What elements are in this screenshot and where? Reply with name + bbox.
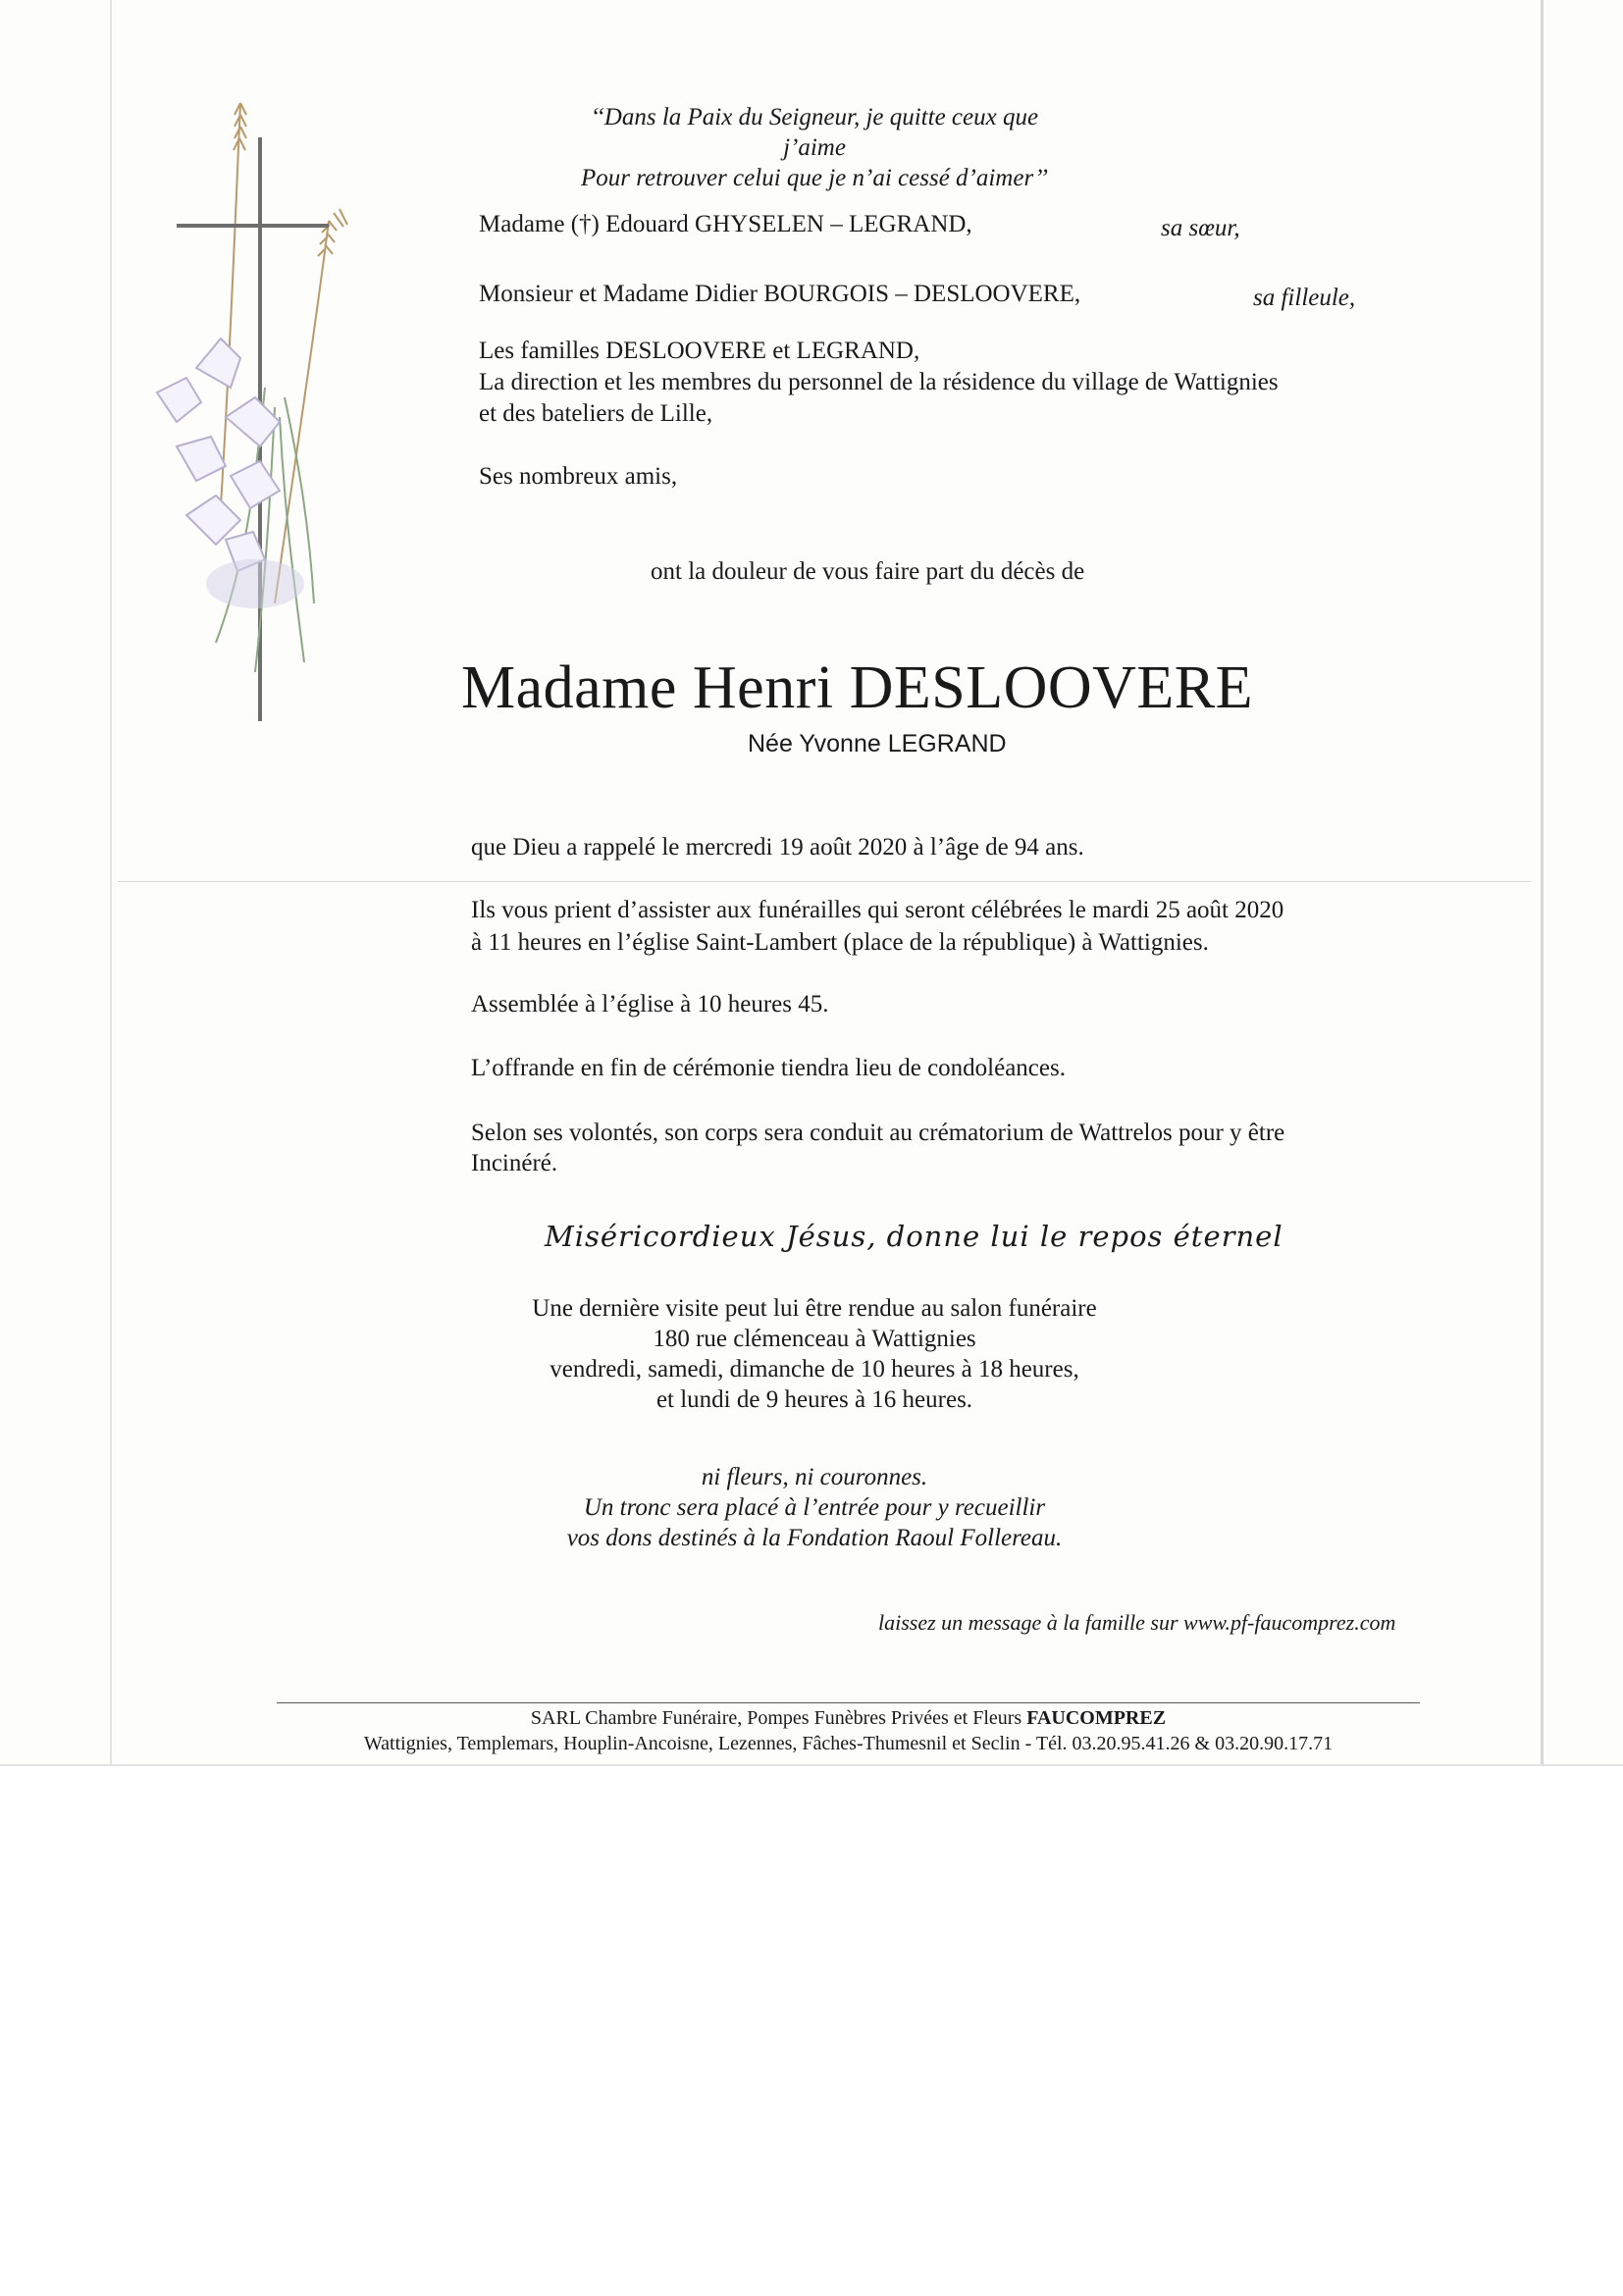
assembly-time: Assemblée à l’église à 10 heures 45. [471,991,829,1018]
maiden-name: Née Yvonne LEGRAND [748,730,1007,757]
fold-line [118,881,1531,882]
cremation-line: Selon ses volontés, son corps sera conduit au crématorium de Wattrelos pour y être [471,1120,1285,1146]
families-line: Les familles DESLOOVERE et LEGRAND, [479,338,920,364]
flowers-note [520,1462,1109,1553]
flowers-line: Un tronc sera placé à l’entrée pour y recueillir [583,1494,1046,1521]
families-line: et des bateliers de Lille, [479,400,713,427]
visit-line: Une dernière visite peut lui être rendue au salon funéraire [532,1295,1097,1322]
visit-line: et lundi de 9 heures à 16 heures. [655,1386,973,1413]
flowers-line: ni fleurs, ni couronnes. [701,1464,928,1490]
offering-note: L’offrande en fin de cérémonie tiendra lieu de condoléances. [471,1055,1066,1081]
wheat-icon [221,103,347,603]
website-message: laissez un message à la famille sur www.pf-faucomprez.com [878,1610,1396,1635]
footer-locations: Wattignies, Templemars, Houplin-Ancoisne, Lezennes, Fâches-Thumesnil et Seclin - Tél. 03.20.95.41.26 & 03.20.90.17.71 [363,1733,1334,1754]
epigraph-line: ‘‘Dans la Paix du Seigneur, je quitte ceux que j’aime [590,104,1039,161]
visit-info [520,1293,1109,1415]
mourner-name: Madame (†) Edouard GHYSELEN – LEGRAND, [479,211,972,237]
funeral-line: à 11 heures en l’église Saint-Lambert (place de la république) à Wattignies. [471,929,1209,956]
mourner-relation: sa filleule, [1253,285,1356,311]
funeral-line: Ils vous prient d’assister aux funérailles qui seront célébrées le mardi 25 août 2020 [471,897,1284,923]
visit-line: vendredi, samedi, dimanche de 10 heures à 18 heures, [550,1356,1079,1383]
visit-line: 180 rue clémenceau à Wattignies [653,1326,976,1352]
footer-divider [277,1702,1420,1703]
flowers-line: vos dons destinés à la Fondation Raoul Follereau. [566,1525,1063,1551]
death-notice: que Dieu a rappelé le mercredi 19 août 2020 à l’âge de 94 ans. [471,834,1084,861]
mourner-relation: sa sœur, [1161,215,1240,241]
footer-company-name: FAUCOMPREZ [1026,1707,1167,1729]
friends-line: Ses nombreux amis, [479,463,678,490]
cross-and-lilies-illustration [137,93,383,731]
announcement: ont la douleur de vous faire part du décès de [651,558,1085,585]
epigraph [559,102,1070,193]
cremation-line: Incinéré. [471,1150,558,1176]
prayer-script: Miséricordieux Jésus, donne lui le repos éternel [545,1220,1283,1253]
epigraph-line: Pour retrouver celui que je n’ai cessé d’aimer’’ [580,165,1048,191]
footer-company-prefix: SARL Chambre Funéraire, Pompes Funèbres Privées et Fleurs [530,1707,1022,1729]
mourner-name: Monsieur et Madame Didier BOURGOIS – DESLOOVERE, [479,281,1081,307]
footer-company [277,1706,1420,1731]
families-line: La direction et les membres du personnel de la résidence du village de Wattignies [479,369,1279,395]
scan-edge-bottom [0,1764,1623,1766]
scan-edge-left [110,0,112,1766]
scan-edge-right [1541,0,1544,1766]
deceased-name: Madame Henri DESLOOVERE [461,654,1253,721]
